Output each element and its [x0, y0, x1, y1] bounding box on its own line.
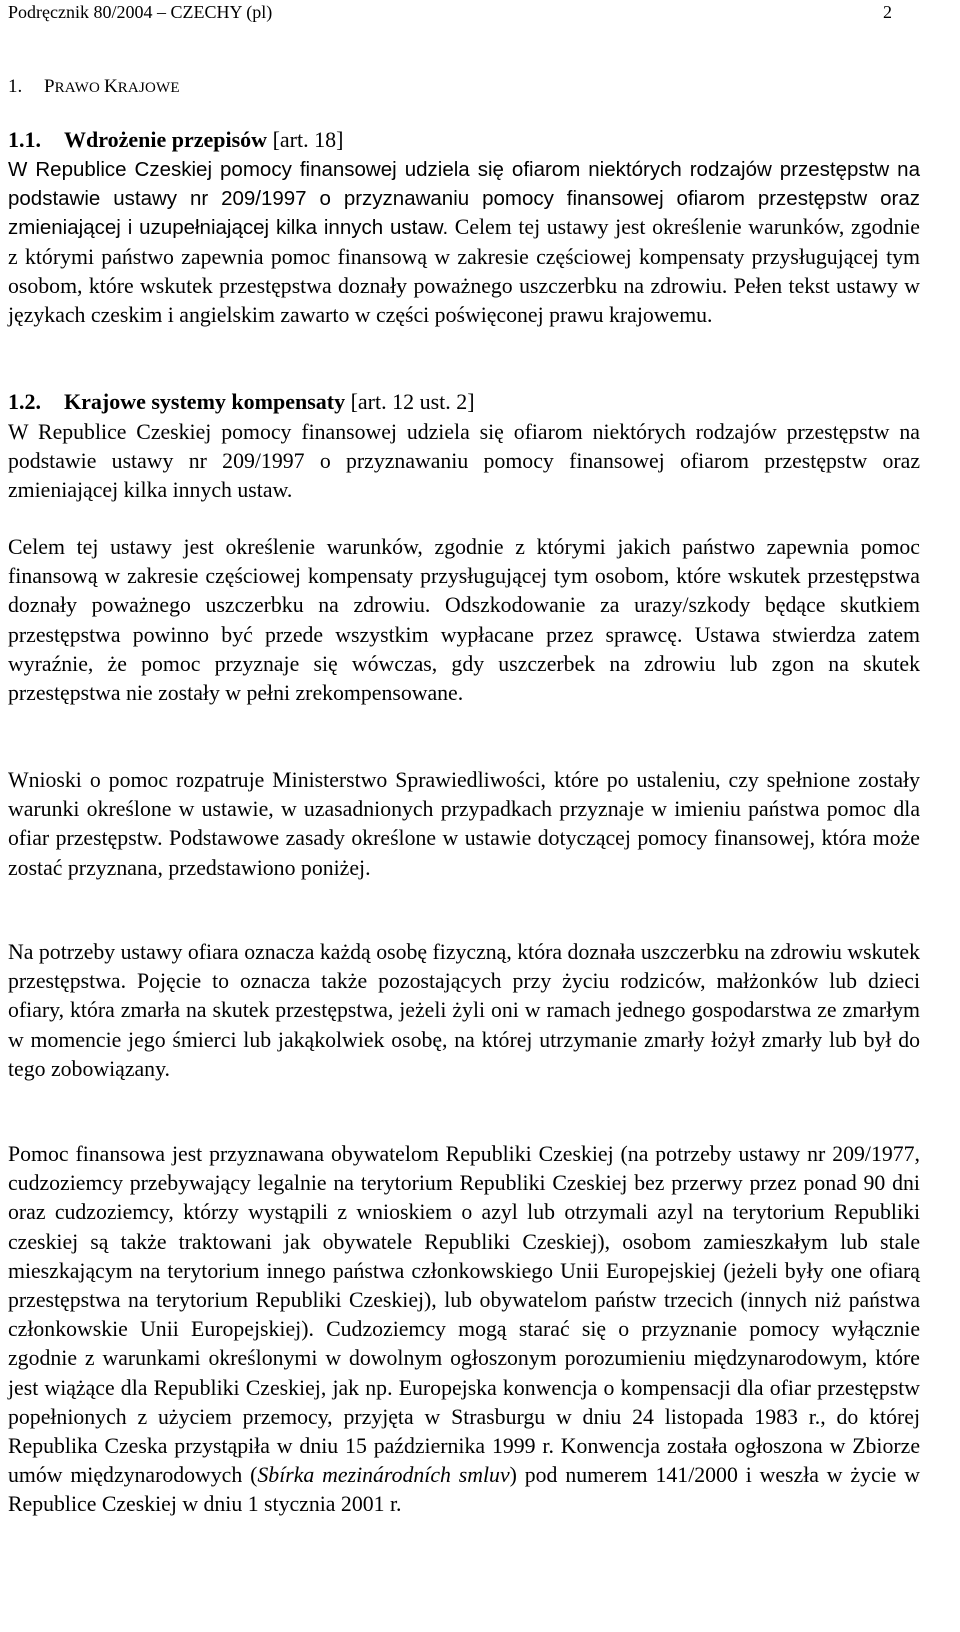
section-1-2-ref: [art. 12 ust. 2]: [345, 389, 475, 414]
section-1-2-heading: [8, 388, 475, 415]
section-1-title-initial-2: K: [103, 76, 118, 97]
section-1-1-number: 1.1.: [8, 127, 41, 152]
eligibility-italic-title: Sbírka mezinárodních smluv: [257, 1463, 510, 1488]
paragraph-eligibility: [8, 1140, 920, 1520]
section-1-title-part-2: RAJOWE: [117, 80, 180, 96]
paragraph: Wnioski o pomoc rozpatruje Ministerstwo Sprawiedliwości, które po ustaleniu, czy spełnione zostały warunki określone w ustawie, w uzasadnionych przypadkach przyznaje w imieniu państwa pomoc dla ofiar przestępstw. Podstawowe zasady określone w ustawie dotyczącej pomocy finansowej, która może zostać przyznana, przedstawiono poniżej.: [8, 768, 920, 880]
header-title: Podręcznik 80/2004 – CZECHY (pl): [8, 2, 273, 22]
eligibility-text-part-1: Pomoc finansowa jest przyznawana obywatelom Republiki Czeskiej (na potrzeby ustawy nr 209/1977, cudzoziemcy przebywający legalnie na terytorium Republiki Czeskiej bez przerwy przez ponad 90 dni oraz cudzoziemcy, którzy wystąpili z wnioskiem o azyl lub otrzymali azyl na terytorium Republiki czeskiej są także traktowani jak obywatele Republiki Czeskiej), osobom zamieszkałym lub stale mieszkającym na terytorium innego państwa członkowskiego Unii Europejskiej (jeżeli były one ofiarą przestępstwa na terytorium Republiki Czeskiej), lub obywatelom państw trzecich (innych niż państwa członkowskie Unii Europejskiej). Cudzoziemcy mogą starać się o przyznanie pomocy wyłącznie zgodnie z warunkami określonymi w dowolnym ogłoszonym porozumieniu międzynarodowym, które jest wiążące dla Republiki Czeskiej, jak np. Europejska konwencja o kompensacji dla ofiar przestępstw popełnionych z użyciem przemocy, przyjęta w Strasburgu w dniu 24 listopada 1983 r., do której Republika Czeska przystąpiła w dniu 15 października 1999 r. Konwencja została ogłoszona w Zbiorze umów międzynarodowych (: [8, 1142, 920, 1488]
running-header: [8, 0, 928, 30]
section-1-2-number: 1.2.: [8, 389, 41, 414]
section-1-title-part: RAWO: [54, 80, 104, 96]
section-1-1-body-serif: Celem tej ustawy jest określenie warunków, zgodnie z którymi państwo zapewnia pomoc finansową w zakresie częściowej kompensaty przysługującej tym osobom, które wskutek przestępstwa doznały poważnego uszczerbku na zdrowiu. Pełen tekst ustawy w językach czeskim i angielskim zawarto w części poświęconej prawu krajowemu.: [8, 215, 920, 328]
section-1-heading: [8, 74, 180, 101]
paragraph: Na potrzeby ustawy ofiara oznacza każdą osobę fizyczną, która doznała uszczerbku na zdrowiu wskutek przestępstwa. Pojęcie to oznacza także pozostających przy życiu rodziców, małżonków lub dzieci ofiary, która zmarła na skutek przestępstwa, jeżeli żyli oni w ramach jednego gospodarstwa ze zmarłym w momencie jego śmierci lub jakąkolwiek osobę, na której utrzymanie zmarły łożył zmarły lub był do tego zobowiązany.: [8, 940, 920, 1081]
section-1-1-heading: [8, 126, 343, 153]
paragraph: W Republice Czeskiej pomocy finansowej udziela się ofiarom niektórych rodzajów przestępstw na podstawie ustawy nr 209/1997 o przyznawaniu pomocy finansowej ofiarom przestępstw oraz zmieniającej kilka innych ustaw.: [8, 420, 920, 503]
section-1-2-title: Krajowe systemy kompensaty: [64, 389, 346, 414]
section-1-1-title: Wdrożenie przepisów: [64, 127, 268, 152]
section-1-1-body-sans: W Republice Czeskiej pomocy finansowej udziela się ofiarom niektórych rodzajów przestępstw na podstawie ustawy nr 209/1997 o przyznawaniu pomocy finansowej ofiarom przestępstw oraz zmieniającej i uzupełniającej kilka innych ustaw.: [8, 158, 920, 240]
eligibility-text-part-2: ) pod numerem 141/2000 i weszła w życie w Republice Czeskiej w dniu 1 stycznia 2001 r.: [8, 1463, 920, 1517]
section-1-number: 1.: [8, 76, 23, 97]
paragraph: Celem tej ustawy jest określenie warunków, zgodnie z którymi jakich państwo zapewnia pomoc finansową w zakresie częściowej kompensaty przysługującej tym osobom, które wskutek przestępstwa doznały poważnego uszczerbku na zdrowiu. Odszkodowanie za urazy/szkody będące skutkiem przestępstwa powinno być przede wszystkim wypłacane przez sprawcę. Ustawa stwierdza zatem wyraźnie, że pomoc przyznaje się wówczas, gdy uszczerbek na zdrowiu lub zgon na skutek przestępstwa nie zostały w pełni zrekompensowane.: [8, 535, 920, 706]
section-1-1-ref: [art. 18]: [267, 127, 344, 152]
section-1-1-paragraph: [8, 155, 920, 330]
page-number: 2: [883, 2, 892, 22]
section-1-title-initial: P: [44, 76, 55, 97]
